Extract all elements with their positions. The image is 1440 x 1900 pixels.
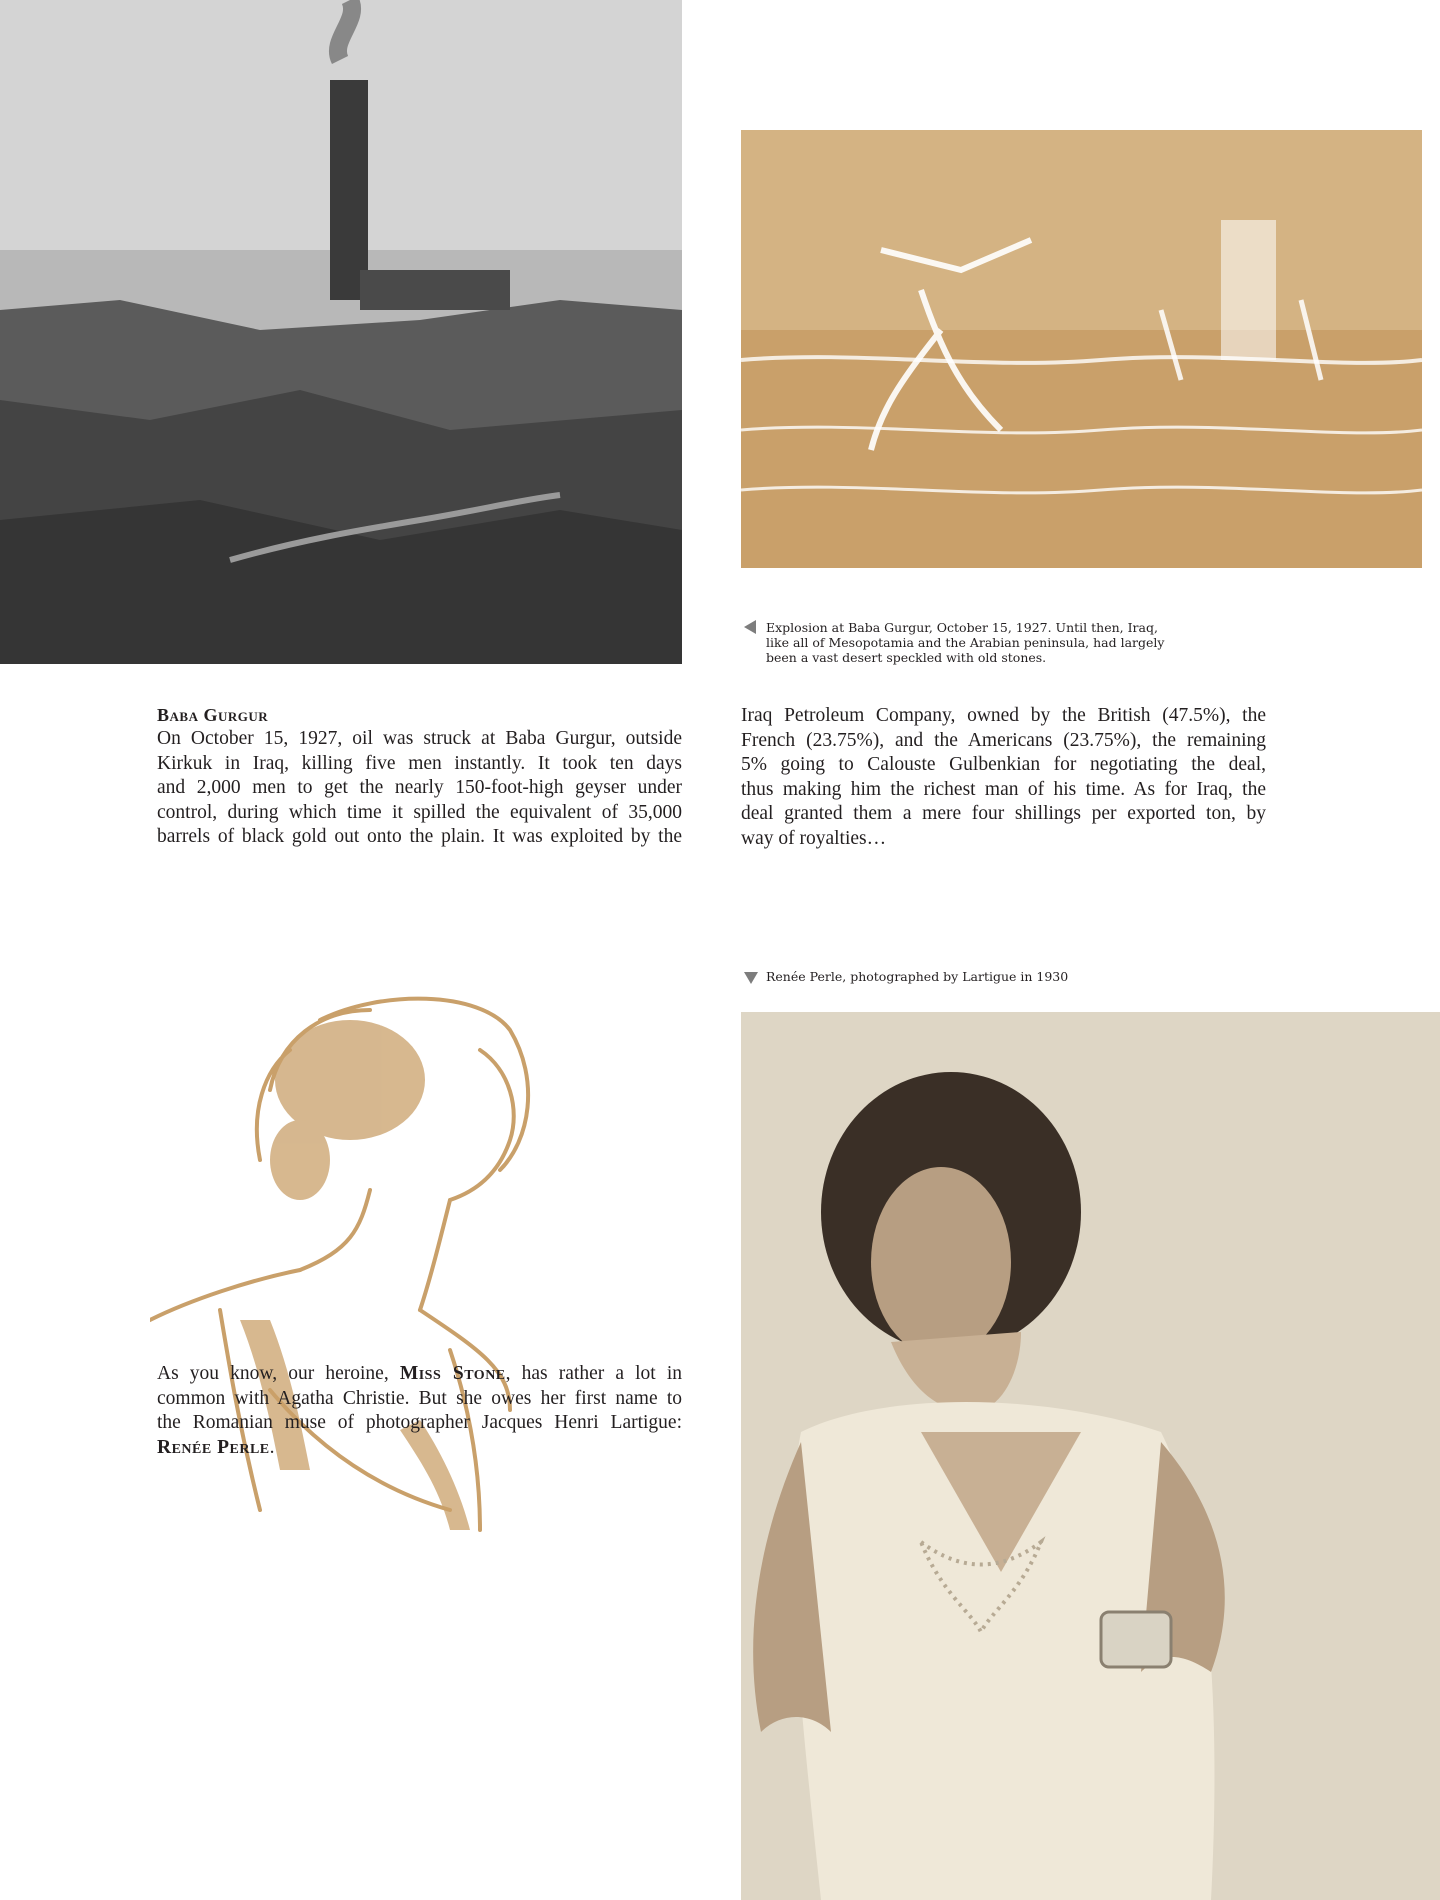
text-line: control, during which time it spilled the equivalent of 35,000 <box>157 801 682 823</box>
text-line <box>157 1362 682 1387</box>
caption-line: been a vast desert speckled with old stones. <box>766 650 1047 665</box>
caption-arrow-down-icon <box>744 972 758 984</box>
perle-caption <box>744 969 1204 984</box>
caption-line: like all of Mesopotamia and the Arabian peninsula, had largely <box>766 635 1165 650</box>
text-line: thus making him the richest man of his time. As for Iraq, the <box>741 778 1266 800</box>
text-line: On October 15, 1927, oil was struck at Baba Gurgur, outside <box>157 728 682 749</box>
perle-photo <box>741 1012 1440 1900</box>
text-line: and 2,000 men to get the nearly 150-foot-high geyser under <box>157 777 682 798</box>
derrick-photo <box>0 0 682 664</box>
text-fragment: . <box>269 1436 275 1458</box>
explosion-illustration <box>741 130 1422 568</box>
renee-perle-name: Renée Perle <box>157 1436 270 1458</box>
explosion-caption <box>744 620 1214 665</box>
baba-paragraph-left <box>157 727 682 850</box>
caption-line: Renée Perle, photographed by Lartigue in 1930 <box>766 969 1069 984</box>
miss-stone-name: Miss Stone <box>399 1363 506 1384</box>
text-line: French (23.75%), and the Americans (23.75%), the remaining <box>741 729 1266 751</box>
text-fragment: , has rather a lot in <box>505 1363 683 1384</box>
text-line: barrels of black gold out onto the plain. It was exploited by the <box>157 826 682 847</box>
text-line: deal granted them a mere four shillings per exported ton, by <box>741 803 1266 824</box>
miss-stone-paragraph <box>157 1362 682 1460</box>
section-heading: Baba Gurgur <box>157 705 269 725</box>
caption-arrow-left-icon <box>744 620 756 634</box>
text-line: the Romanian muse of photographer Jacques Henri Lartigue: <box>157 1412 682 1433</box>
portrait-illustration <box>150 990 690 1550</box>
text-line: Kirkuk in Iraq, killing five men instantly. It took ten days <box>157 752 682 774</box>
text-line <box>157 1436 682 1461</box>
text-fragment: As you know, our heroine, <box>157 1363 400 1384</box>
text-line: Iraq Petroleum Company, owned by the British (47.5%), the <box>741 705 1266 726</box>
text-line: way of royalties… <box>741 827 887 849</box>
text-line: common with Agatha Christie. But she owes her first name to <box>157 1387 682 1409</box>
caption-line: Explosion at Baba Gurgur, October 15, 1927. Until then, Iraq, <box>766 620 1158 635</box>
text-line: 5% going to Calouste Gulbenkian for negotiating the deal, <box>741 754 1266 775</box>
baba-paragraph-right <box>741 704 1266 851</box>
